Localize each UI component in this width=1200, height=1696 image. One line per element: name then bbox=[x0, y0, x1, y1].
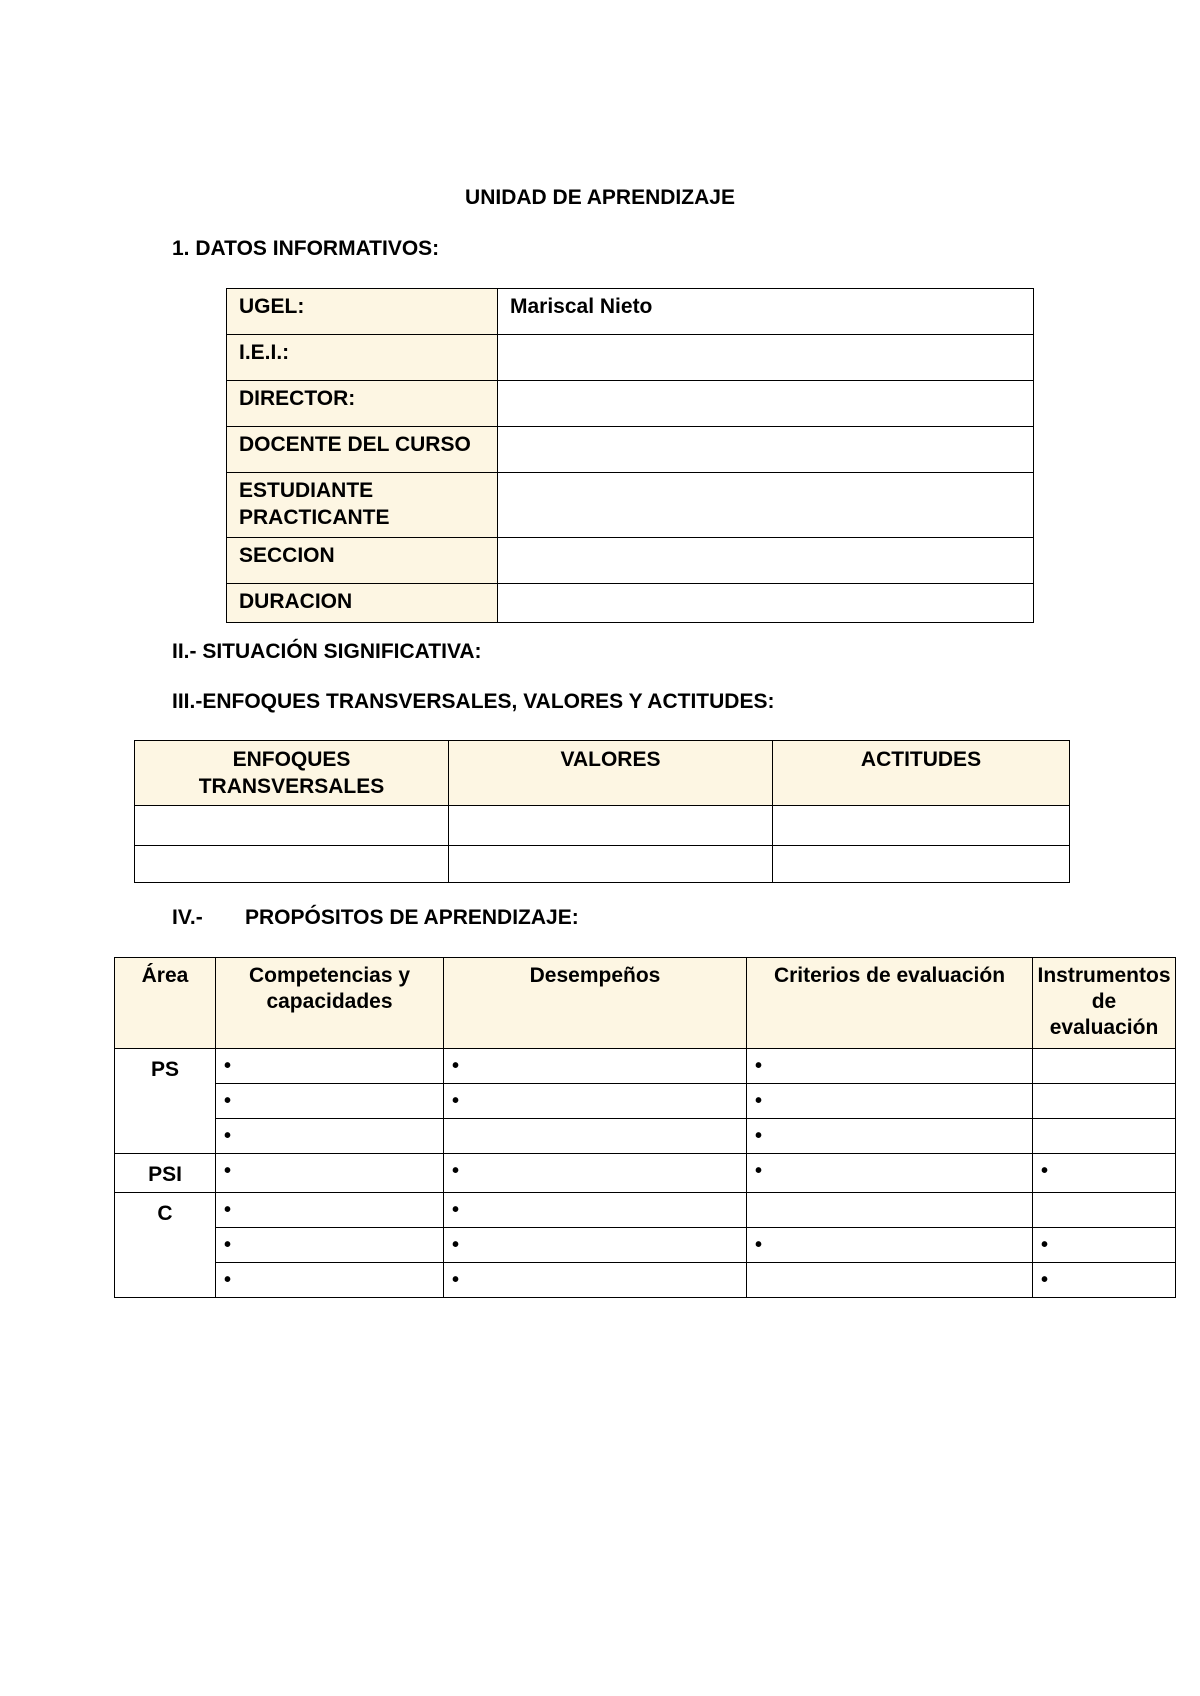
info-value-iei[interactable] bbox=[498, 335, 1034, 381]
instrumento-cell[interactable]: • bbox=[1033, 1228, 1176, 1263]
instrumento-cell[interactable] bbox=[1033, 1084, 1176, 1119]
valores-cell[interactable] bbox=[449, 806, 773, 846]
competencia-cell[interactable]: • bbox=[216, 1228, 444, 1263]
info-label-seccion: SECCION bbox=[227, 538, 498, 584]
info-label-iei: I.E.I.: bbox=[227, 335, 498, 381]
info-value-docente[interactable] bbox=[498, 427, 1034, 473]
actitudes-cell[interactable] bbox=[773, 846, 1070, 883]
section-datos-informativos: 1. DATOS INFORMATIVOS: bbox=[172, 237, 440, 260]
competencias-header: Competencias y capacidades bbox=[216, 958, 444, 1049]
competencia-cell[interactable]: • bbox=[216, 1049, 444, 1084]
criterio-cell[interactable] bbox=[747, 1263, 1033, 1298]
criterio-cell[interactable]: • bbox=[747, 1049, 1033, 1084]
info-label-duracion: DURACION bbox=[227, 584, 498, 623]
area-cell-ps: PS bbox=[115, 1049, 216, 1154]
section-title: PROPÓSITOS DE APRENDIZAJE: bbox=[245, 906, 579, 929]
instrumentos-header: Instrumentos de evaluación bbox=[1033, 958, 1176, 1049]
info-label-estudiante: ESTUDIANTE PRACTICANTE bbox=[227, 473, 498, 538]
area-cell-c: C bbox=[115, 1193, 216, 1298]
info-value-estudiante[interactable] bbox=[498, 473, 1034, 538]
enfoques-header: ENFOQUES TRANSVERSALES bbox=[135, 741, 449, 806]
info-label-docente: DOCENTE DEL CURSO bbox=[227, 427, 498, 473]
actitudes-cell[interactable] bbox=[773, 806, 1070, 846]
valores-header: VALORES bbox=[449, 741, 773, 806]
instrumento-cell[interactable] bbox=[1033, 1049, 1176, 1084]
enfoques-cell[interactable] bbox=[135, 806, 449, 846]
datos-informativos-table bbox=[226, 288, 1034, 623]
criterio-cell[interactable]: • bbox=[747, 1228, 1033, 1263]
desempeno-cell[interactable]: • bbox=[444, 1228, 747, 1263]
instrumento-cell[interactable] bbox=[1033, 1193, 1176, 1228]
area-cell-psi: PSI bbox=[115, 1154, 216, 1193]
info-value-director[interactable] bbox=[498, 381, 1034, 427]
info-label-director: DIRECTOR: bbox=[227, 381, 498, 427]
criterio-cell[interactable] bbox=[747, 1193, 1033, 1228]
desempeno-cell[interactable] bbox=[444, 1119, 747, 1154]
competencia-cell[interactable]: • bbox=[216, 1193, 444, 1228]
desempeno-cell[interactable]: • bbox=[444, 1193, 747, 1228]
section-number: IV.- bbox=[172, 906, 203, 929]
info-label-ugel: UGEL: bbox=[227, 289, 498, 335]
section-enfoques-transversales: III.-ENFOQUES TRANSVERSALES, VALORES Y ACTITUDES: bbox=[172, 690, 775, 713]
enfoques-cell[interactable] bbox=[135, 846, 449, 883]
criterio-cell[interactable]: • bbox=[747, 1119, 1033, 1154]
competencia-cell[interactable]: • bbox=[216, 1084, 444, 1119]
competencia-cell[interactable]: • bbox=[216, 1263, 444, 1298]
valores-cell[interactable] bbox=[449, 846, 773, 883]
desempenos-header: Desempeños bbox=[444, 958, 747, 1049]
info-value-duracion[interactable] bbox=[498, 584, 1034, 623]
criterio-cell[interactable]: • bbox=[747, 1084, 1033, 1119]
desempeno-cell[interactable]: • bbox=[444, 1084, 747, 1119]
desempeno-cell[interactable]: • bbox=[444, 1263, 747, 1298]
area-header: Área bbox=[115, 958, 216, 1049]
desempeno-cell[interactable]: • bbox=[444, 1049, 747, 1084]
criterio-cell[interactable]: • bbox=[747, 1154, 1033, 1193]
page-title: UNIDAD DE APRENDIZAJE bbox=[465, 186, 735, 209]
section-situacion-significativa: II.- SITUACIÓN SIGNIFICATIVA: bbox=[172, 640, 482, 663]
enfoques-table bbox=[134, 740, 1070, 883]
competencia-cell[interactable]: • bbox=[216, 1119, 444, 1154]
competencia-cell[interactable]: • bbox=[216, 1154, 444, 1193]
section-propositos bbox=[172, 906, 579, 930]
info-value-ugel[interactable]: Mariscal Nieto bbox=[498, 289, 1034, 335]
instrumento-cell[interactable]: • bbox=[1033, 1263, 1176, 1298]
info-value-seccion[interactable] bbox=[498, 538, 1034, 584]
propositos-table bbox=[114, 957, 1176, 1298]
instrumento-cell[interactable]: • bbox=[1033, 1154, 1176, 1193]
criterios-header: Criterios de evaluación bbox=[747, 958, 1033, 1049]
instrumento-cell[interactable] bbox=[1033, 1119, 1176, 1154]
desempeno-cell[interactable]: • bbox=[444, 1154, 747, 1193]
actitudes-header: ACTITUDES bbox=[773, 741, 1070, 806]
